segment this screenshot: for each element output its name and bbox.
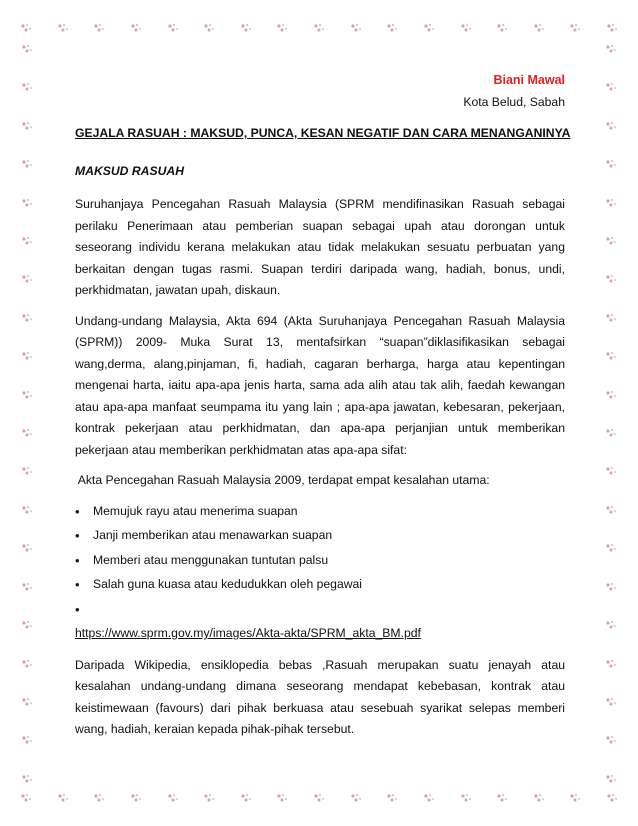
flower-dot-ornament-icon xyxy=(93,793,105,803)
flower-dot-ornament-icon xyxy=(605,620,617,630)
flower-dot-ornament-icon xyxy=(21,390,33,400)
flower-dot-ornament-icon xyxy=(21,159,33,169)
flower-dot-ornament-icon xyxy=(21,466,33,476)
flower-dot-ornament-icon xyxy=(605,274,617,284)
flower-dot-ornament-icon xyxy=(21,620,33,630)
flower-dot-ornament-icon xyxy=(21,236,33,246)
flower-dot-ornament-icon xyxy=(605,505,617,515)
flower-dot-ornament-icon xyxy=(423,793,435,803)
flower-dot-ornament-icon xyxy=(21,735,33,745)
bullet-icon: • xyxy=(75,503,80,519)
flower-dot-ornament-icon xyxy=(21,313,33,323)
sprm-act-link[interactable]: https://www.sprm.gov.my/images/Akta-akta/SPRM_akta_BM.pdf xyxy=(75,626,421,640)
flower-dot-ornament-icon xyxy=(21,543,33,553)
page-border-right xyxy=(604,44,618,784)
flower-dot-ornament-icon xyxy=(605,659,617,669)
paragraph-wikipedia: Daripada Wikipedia, ensiklopedia bebas ,Rasuah merupakan suatu jenayah atau kesalahan undang-undang dimana seseorang mendapat kebebasan, kontrak atau keistimewaan (favours) dari pihak berkuasa atau sesebuah syarikat selepas memberi wang, hadiah, keraian kepada pihak-pihak tersebut. xyxy=(75,657,565,736)
bullet-icon: • xyxy=(75,552,80,568)
flower-dot-ornament-icon xyxy=(21,505,33,515)
flower-dot-ornament-icon xyxy=(57,23,69,33)
flower-dot-ornament-icon xyxy=(21,121,33,131)
flower-dot-ornament-icon xyxy=(386,23,398,33)
flower-dot-ornament-icon xyxy=(276,793,288,803)
flower-dot-ornament-icon xyxy=(21,659,33,669)
page-border-left xyxy=(20,44,34,784)
flower-dot-ornament-icon xyxy=(21,82,33,92)
flower-dot-ornament-icon xyxy=(21,198,33,208)
flower-dot-ornament-icon xyxy=(240,23,252,33)
offences-list xyxy=(75,501,565,621)
flower-dot-ornament-icon xyxy=(496,23,508,33)
flower-dot-ornament-icon xyxy=(313,793,325,803)
flower-dot-ornament-icon xyxy=(21,274,33,284)
flower-dot-ornament-icon xyxy=(21,351,33,361)
flower-dot-ornament-icon xyxy=(460,23,472,33)
flower-dot-ornament-icon xyxy=(533,23,545,33)
flower-dot-ornament-icon xyxy=(21,582,33,592)
list-item xyxy=(75,525,565,547)
flower-dot-ornament-icon xyxy=(605,121,617,131)
list-item xyxy=(75,550,565,572)
list-item xyxy=(75,574,565,596)
paragraph-definition-sprm: Suruhanjaya Pencegahan Rasuah Malaysia (SPRM mendifinasikan Rasuah sebagai perilaku Penerimaan atau pemberian suapan sebagai upah atau dorongan untuk seseorang individu kerana melakukan atau tidak melakukan sesuatu perbuatan yang berkaitan dengan tugas rasmi. Suapan terdiri daripada wang, hadiah, bonus, undi, perkhidmatan, jawatan upah, diskaun. xyxy=(75,197,565,297)
flower-dot-ornament-icon xyxy=(605,697,617,707)
author-location: Kota Belud, Sabah xyxy=(463,94,565,109)
document-body xyxy=(75,70,571,750)
page-border-bottom xyxy=(20,788,618,808)
flower-dot-ornament-icon xyxy=(21,428,33,438)
flower-dot-ornament-icon xyxy=(20,23,32,33)
flower-dot-ornament-icon xyxy=(605,466,617,476)
bullet-icon: • xyxy=(75,577,80,592)
flower-dot-ornament-icon xyxy=(21,697,33,707)
list-item-text: Memujuk rayu atau menerima suapan xyxy=(93,503,298,518)
flower-dot-ornament-icon xyxy=(605,44,617,54)
flower-dot-ornament-icon xyxy=(460,793,472,803)
flower-dot-ornament-icon xyxy=(533,793,545,803)
flower-dot-ornament-icon xyxy=(605,82,617,92)
list-item-text: Memberi atau menggunakan tuntutan palsu xyxy=(93,552,329,567)
flower-dot-ornament-icon xyxy=(386,793,398,803)
flower-dot-ornament-icon xyxy=(605,774,617,784)
flower-dot-ornament-icon xyxy=(203,23,215,33)
author-name: Biani Mawal xyxy=(493,73,565,87)
list-item-text: Janji memberikan atau menawarkan suapan xyxy=(93,528,333,542)
flower-dot-ornament-icon xyxy=(93,23,105,33)
flower-dot-ornament-icon xyxy=(569,23,581,33)
flower-dot-ornament-icon xyxy=(605,198,617,208)
flower-dot-ornament-icon xyxy=(313,23,325,33)
flower-dot-ornament-icon xyxy=(21,774,33,784)
flower-dot-ornament-icon xyxy=(167,23,179,33)
paragraph-offences-intro: Akta Pencegahan Rasuah Malaysia 2009, terdapat empat kesalahan utama: xyxy=(75,473,490,487)
flower-dot-ornament-icon xyxy=(130,23,142,33)
list-item xyxy=(75,501,565,523)
flower-dot-ornament-icon xyxy=(569,793,581,803)
section-heading: MAKSUD RASUAH xyxy=(75,163,185,178)
flower-dot-ornament-icon xyxy=(605,236,617,246)
bullet-icon: • xyxy=(75,528,80,543)
flower-dot-ornament-icon xyxy=(423,23,435,33)
flower-dot-ornament-icon xyxy=(605,159,617,169)
flower-dot-ornament-icon xyxy=(605,735,617,745)
flower-dot-ornament-icon xyxy=(496,793,508,803)
page-border-top xyxy=(20,18,618,38)
flower-dot-ornament-icon xyxy=(21,44,33,54)
flower-dot-ornament-icon xyxy=(130,793,142,803)
flower-dot-ornament-icon xyxy=(605,543,617,553)
flower-dot-ornament-icon xyxy=(605,351,617,361)
flower-dot-ornament-icon xyxy=(276,23,288,33)
flower-dot-ornament-icon xyxy=(20,793,32,803)
flower-dot-ornament-icon xyxy=(605,313,617,323)
flower-dot-ornament-icon xyxy=(57,793,69,803)
list-item xyxy=(75,599,565,621)
flower-dot-ornament-icon xyxy=(167,793,179,803)
flower-dot-ornament-icon xyxy=(350,793,362,803)
flower-dot-ornament-icon xyxy=(606,23,618,33)
bullet-icon: • xyxy=(75,601,80,617)
flower-dot-ornament-icon xyxy=(605,390,617,400)
flower-dot-ornament-icon xyxy=(350,23,362,33)
flower-dot-ornament-icon xyxy=(606,793,618,803)
flower-dot-ornament-icon xyxy=(605,582,617,592)
list-item-text: Salah guna kuasa atau kedudukkan oleh pegawai xyxy=(93,577,363,591)
flower-dot-ornament-icon xyxy=(240,793,252,803)
document-title: GEJALA RASUAH : MAKSUD, PUNCA, KESAN NEGATIF DAN CARA MENANGANINYA xyxy=(75,126,571,140)
paragraph-akta-694: Undang-undang Malaysia, Akta 694 (Akta Suruhanjaya Pencegahan Rasuah Malaysia (SPRM)) 2009- Muka Surat 13, mentafsirkan “suapan”diklasifikasikan sebagai wang,derma, alang,pinjaman, fi, hadiah, cagaran berharga, harga atau kepentingan mengenai harta, iaitu apa-apa jenis harta, sama ada alih atau tak alih, faedah kewangan atau apa-apa manfaat seumpama itu yang lain ; apa-apa jawatan, kebesaran, pekerjaan, kontrak pekerjaan atau perkhidmatan, dan apa-apa perjanjian untuk memberikan pekerjaan atau memberikan perkhidmatan atas apa-apa sifat: xyxy=(75,313,565,457)
flower-dot-ornament-icon xyxy=(203,793,215,803)
flower-dot-ornament-icon xyxy=(605,428,617,438)
